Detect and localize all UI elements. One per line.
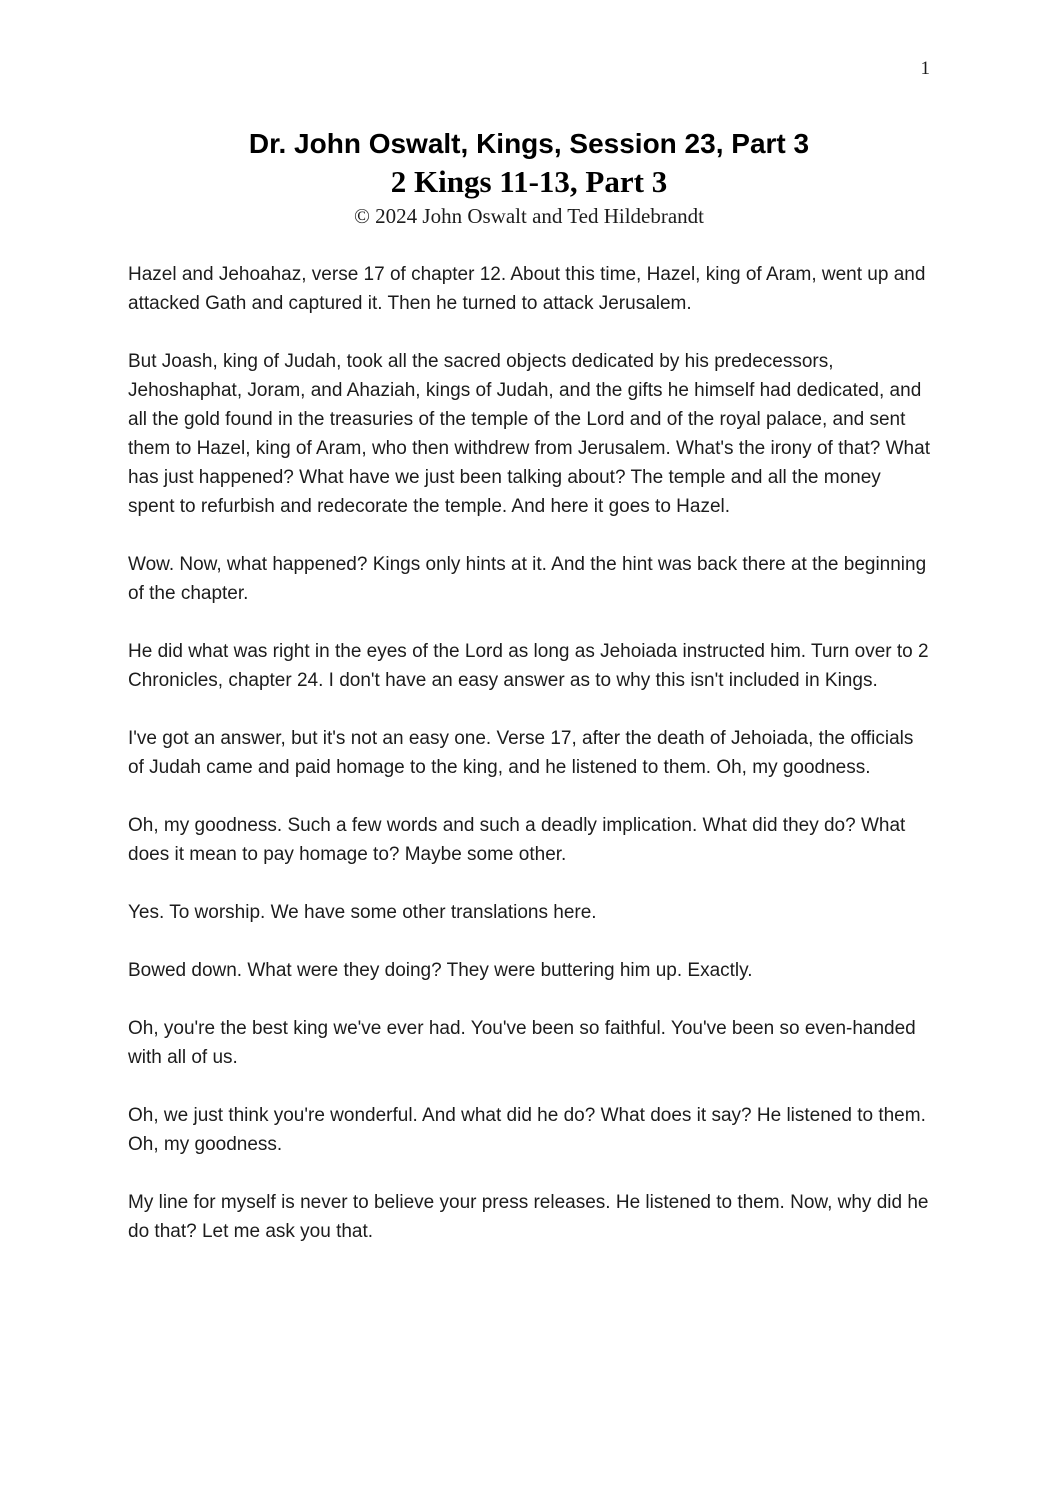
heading-block — [128, 126, 930, 230]
paragraph-9: Oh, you're the best king we've ever had. You've been so faithful. You've been so even-handed with all of us. — [128, 1018, 916, 1068]
paragraph-8: Bowed down. What were they doing? They were buttering him up. Exactly. — [128, 960, 753, 981]
paragraph-5: I've got an answer, but it's not an easy one. Verse 17, after the death of Jehoiada, the officials of Judah came and paid homage to the king, and he listened to them. Oh, my goodness. — [128, 728, 914, 778]
document-title: Dr. John Oswalt, Kings, Session 23, Part 3 — [248, 128, 810, 159]
paragraph-7: Yes. To worship. We have some other translations here. — [128, 902, 597, 923]
paragraph-11: My line for myself is never to believe your press releases. He listened to them. Now, why did he do that? Let me ask you that. — [128, 1192, 929, 1242]
paragraph-4: He did what was right in the eyes of the Lord as long as Jehoiada instructed him. Turn over to 2 Chronicles, chapter 24. I don't have an easy answer as to why this isn't included in Kings. — [128, 641, 929, 691]
document-body — [128, 260, 930, 1246]
document-subtitle: 2 Kings 11-13, Part 3 — [390, 164, 668, 199]
paragraph-3: Wow. Now, what happened? Kings only hints at it. And the hint was back there at the beginning of the chapter. — [128, 554, 927, 604]
paragraph-2: But Joash, king of Judah, took all the sacred objects dedicated by his predecessors, Jehoshaphat, Joram, and Ahaziah, kings of Judah, and the gifts he himself had dedicated, and all the gold found in the treasuries of the temple of the Lord and of the royal palace, and sent them to Hazel, king of Aram, who then withdrew from Jerusalem. What's the irony of that? What has just happened? What have we just been talking about? The temple and all the money spent to refurbish and redecorate the temple. And here it goes to Hazel. — [128, 351, 930, 517]
page-number: 1 — [920, 58, 930, 79]
paragraph-10: Oh, we just think you're wonderful. And what did he do? What does it say? He listened to them. Oh, my goodness. — [128, 1105, 926, 1155]
copyright-line: © 2024 John Oswalt and Ted Hildebrandt — [353, 204, 705, 228]
paragraph-1: Hazel and Jehoahaz, verse 17 of chapter 12. About this time, Hazel, king of Aram, went up and attacked Gath and captured it. Then he turned to attack Jerusalem. — [128, 264, 926, 314]
paragraph-6: Oh, my goodness. Such a few words and such a deadly implication. What did they do? What does it mean to pay homage to? Maybe some other. — [128, 815, 906, 865]
